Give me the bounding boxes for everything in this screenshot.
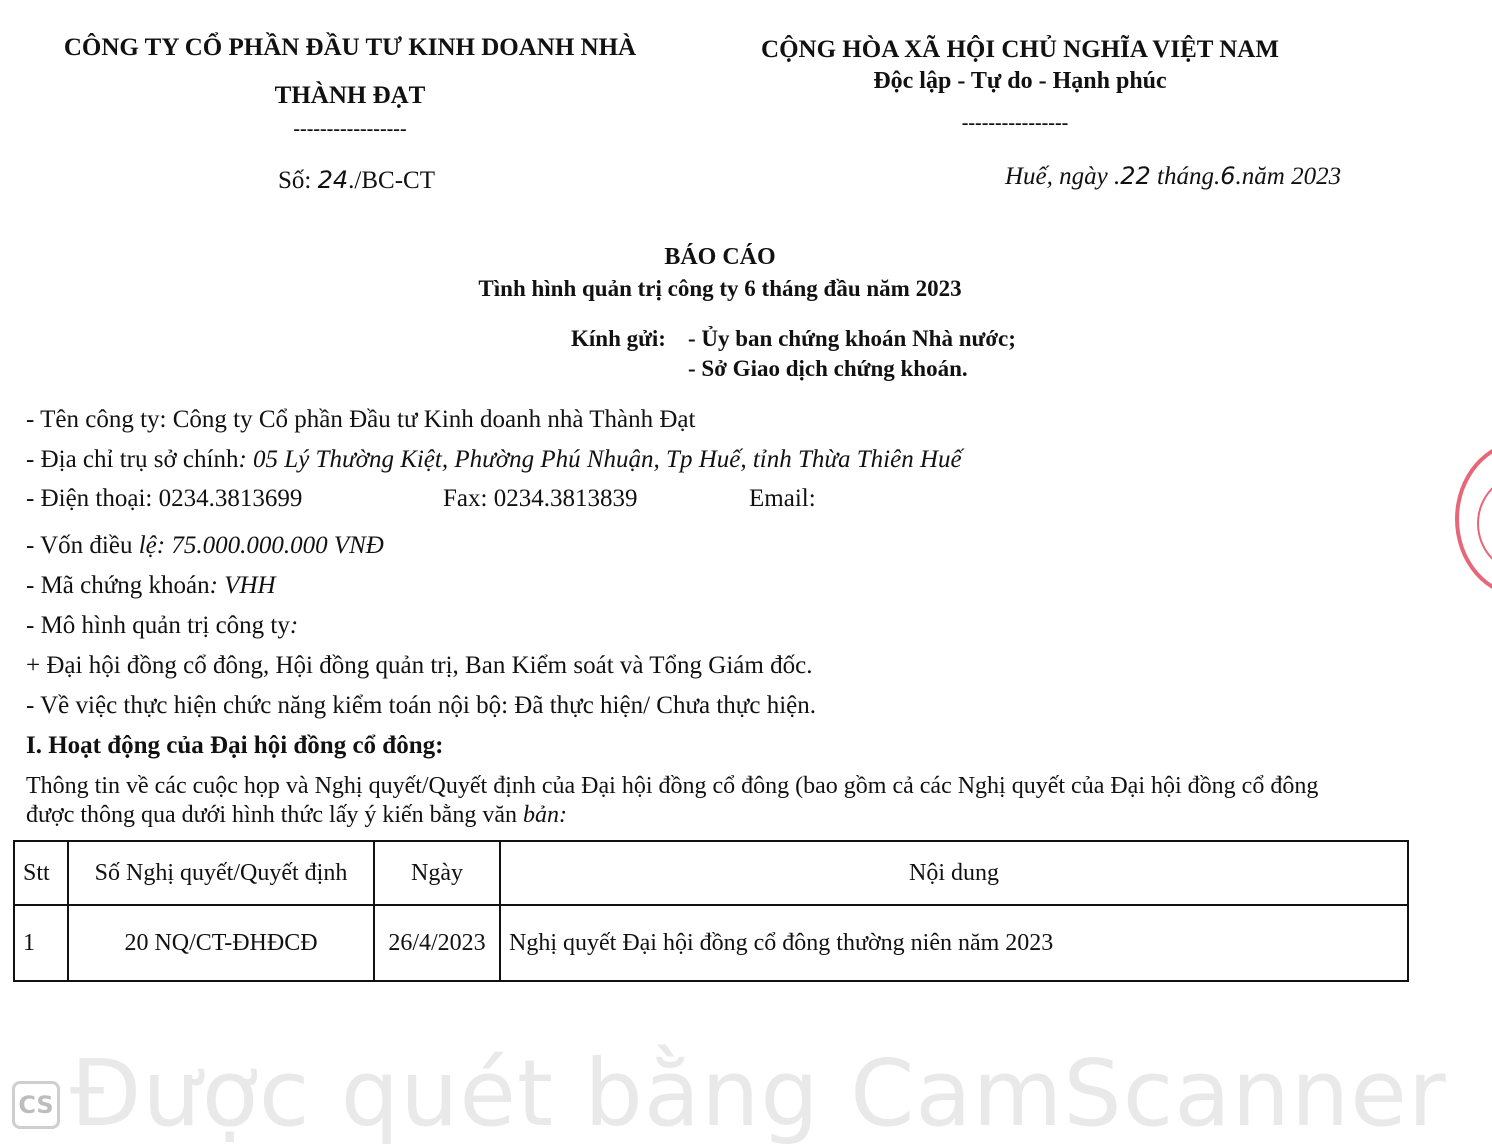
info-stock-code <box>26 572 276 600</box>
document-number <box>278 166 435 195</box>
cell-date: 26/4/2023 <box>374 905 500 981</box>
recipients-label: Kính gửi: <box>571 326 666 351</box>
cell-resolution-number: 20 NQ/CT-ĐHĐCĐ <box>68 905 374 981</box>
header-left-divider: ----------------- <box>293 118 407 140</box>
capital-label: - Vốn điều <box>26 532 139 559</box>
date-month: 6 <box>1220 162 1236 190</box>
company-seal-stamp <box>1455 440 1492 598</box>
info-capital <box>26 532 384 560</box>
date-mid: tháng. <box>1150 163 1221 190</box>
stock-label: - Mã chứng khoán <box>26 572 210 599</box>
camscanner-logo-icon: CS <box>12 1081 60 1129</box>
info-governance-model <box>26 612 298 640</box>
doc-number-handwritten: 24 <box>317 166 349 194</box>
col-header-date: Ngày <box>374 841 500 905</box>
recipient-ssc: - Ủy ban chứng khoán Nhà nước; <box>688 326 1016 351</box>
section-1-intro-line1: Thông tin về các cuộc họp và Nghị quyết/Quyết định của Đại hội đồng cổ đông (bao gồm cả các Nghị quyết của Đại hội đồng cổ đông <box>26 773 1319 799</box>
section-1-heading: I. Hoạt động của Đại hội đồng cổ đông: <box>26 732 444 759</box>
nation-motto: Độc lập - Tự do - Hạnh phúc <box>873 68 1167 94</box>
intro-line2-text: được thông qua dưới hình thức lấy ý kiến bằng văn <box>26 802 523 828</box>
stock-value: : VHH <box>209 572 276 599</box>
date-suffix: .năm 2023 <box>1235 163 1342 190</box>
phone-value: : 0234.3813699 <box>145 485 303 512</box>
col-header-content: Nội dung <box>500 841 1408 905</box>
info-company-name: - Tên công ty: Công ty Cổ phần Đầu tư Kinh doanh nhà Thành Đạt <box>26 406 696 433</box>
address-label: - Địa chỉ trụ sở chính <box>26 446 239 473</box>
phone-label: - Điện thoại <box>26 485 146 512</box>
report-title: BÁO CÁO <box>664 244 776 270</box>
nation-title: CỘNG HÒA XÃ HỘI CHỦ NGHĨA VIỆT NAM <box>761 36 1279 63</box>
model-label: - Mô hình quản trị công ty <box>26 612 290 639</box>
info-address <box>26 446 962 474</box>
capital-value: lệ: 75.000.000.000 VNĐ <box>138 532 384 559</box>
address-value: : 05 Lý Thường Kiệt, Phường Phú Nhuận, Tp Huế, tỉnh Thừa Thiên Huế <box>238 446 962 473</box>
doc-number-suffix: ./BC-CT <box>348 167 435 194</box>
company-name-line2: THÀNH ĐẠT <box>274 82 426 109</box>
camscanner-watermark: Được quét bằng CamScanner <box>70 1040 1447 1147</box>
table-row <box>14 905 1408 981</box>
info-governance-bodies: + Đại hội đồng cổ đông, Hội đồng quản trị, Ban Kiểm soát và Tổng Giám đốc. <box>26 652 813 679</box>
table-header-row <box>14 841 1408 905</box>
date-prefix: Huế, ngày . <box>1005 163 1121 190</box>
document-date <box>1005 162 1341 191</box>
header-right-divider: ---------------- <box>961 112 1069 134</box>
info-internal-audit: - Về việc thực hiện chức năng kiểm toán nội bộ: Đã thực hiện/ Chưa thực hiện. <box>26 692 816 719</box>
recipient-exchange: - Sở Giao dịch chứng khoán. <box>688 356 968 381</box>
col-header-stt: Stt <box>14 841 68 905</box>
intro-line2-italic: bản: <box>522 802 567 828</box>
company-seal-inner-ring <box>1477 474 1492 573</box>
cell-content: Nghị quyết Đại hội đồng cổ đông thường niên năm 2023 <box>500 905 1408 981</box>
report-subtitle: Tình hình quản trị công ty 6 tháng đầu năm 2023 <box>478 276 962 301</box>
info-phone <box>26 485 302 513</box>
doc-number-prefix: Số: <box>278 167 318 194</box>
info-email: Email: <box>749 485 816 512</box>
col-header-resolution-number: Số Nghị quyết/Quyết định <box>68 841 374 905</box>
model-colon: : <box>289 612 299 639</box>
resolutions-table <box>13 840 1409 982</box>
date-day: 22 <box>1120 162 1151 190</box>
cell-stt: 1 <box>14 905 68 981</box>
info-fax: Fax: 0234.3813839 <box>443 485 638 512</box>
company-name-line1: CÔNG TY CỔ PHẦN ĐẦU TƯ KINH DOANH NHÀ <box>63 34 637 61</box>
section-1-intro-line2 <box>26 802 567 829</box>
